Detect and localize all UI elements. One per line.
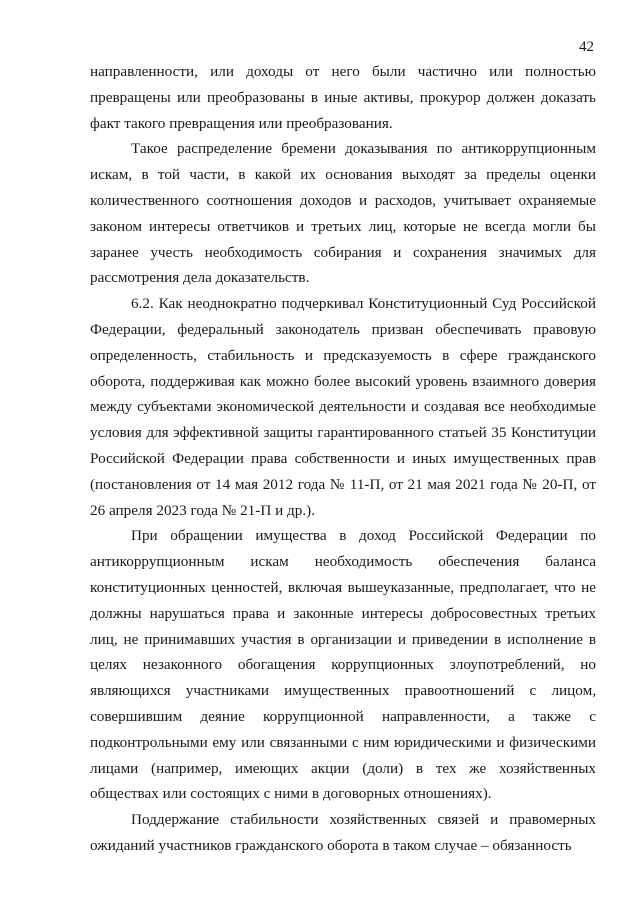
paragraph: Поддержание стабильности хозяйственных связей и правомерных ожиданий участников гражданского оборота в таком случае – обязанность xyxy=(90,811,596,854)
page-number: 42 xyxy=(579,39,594,55)
paragraph: Такое распределение бремени доказывания по антикоррупционным искам, в той части, в какой их основания выходят за пределы оценки количественного соотношения доходов и расходов, учитывает охраняемые законом интересы ответчиков и третьих лиц, которые не всегда могли бы заранее учесть необходимость собирания и сохранения значимых для рассмотрения дела доказательств. xyxy=(90,140,596,287)
paragraph: При обращении имущества в доход Российской Федерации по антикоррупционным искам необходимость обеспечения баланса конституционных ценностей, включая вышеуказанные, предполагает, что не должны нарушаться права и законные интересы добросовестных третьих лиц, не принимавших участия в организации и приведении в исполнение в целях незаконного обогащения коррупционных злоупотреблений, но являющихся участниками имущественных правоотношений с лицом, совершившим деяние коррупционной направленности, а также с подконтрольными ему или связанными с ним юридическими и физическими лицами (например, имеющих акции (доли) в тех же хозяйственных обществах или состоящих с ними в договорных отношениях). xyxy=(90,527,596,803)
paragraph: направленности, или доходы от него были частично или полностью превращены или преобразованы в иные активы, прокурор должен доказать факт такого превращения или преобразования. xyxy=(90,63,596,132)
page-body xyxy=(90,59,596,859)
paragraph: 6.2. Как неоднократно подчеркивал Конституционный Суд Российской Федерации, федеральный законодатель призван обеспечивать правовую определенность, стабильность и предсказуемость в сфере гражданского оборота, поддерживая как можно более высокий уровень взаимного доверия между субъектами экономической деятельности и создавая все необходимые условия для эффективной защиты гарантированного статьей 35 Конституции Российской Федерации права собственности и иных имущественных прав (постановления от 14 мая 2012 года № 11-П, от 21 мая 2021 года № 20-П, от 26 апреля 2023 года № 21-П и др.). xyxy=(90,295,596,519)
